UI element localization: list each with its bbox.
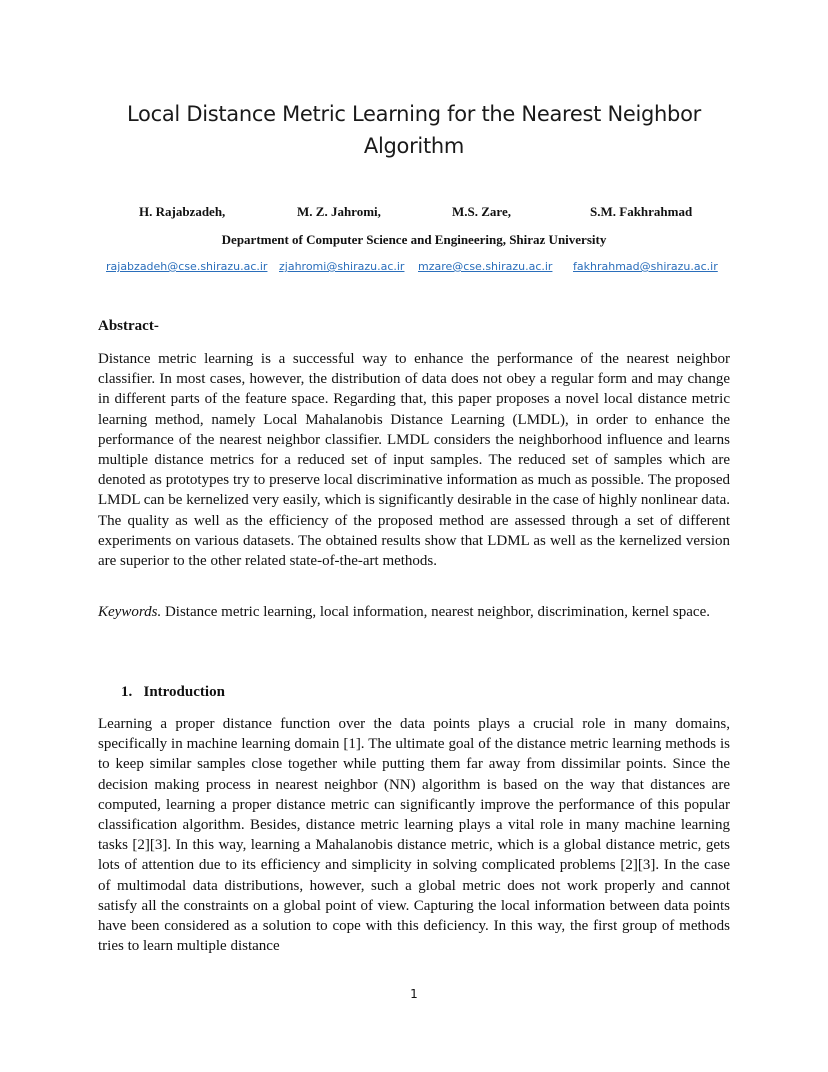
- paper-title: Local Distance Metric Learning for the Nearest Neighbor Algorithm: [127, 102, 701, 158]
- author-list: [0, 204, 828, 222]
- email-link[interactable]: rajabzadeh@cse.shirazu.ac.ir: [106, 260, 268, 273]
- email-link[interactable]: zjahromi@shirazu.ac.ir: [279, 260, 405, 273]
- email-link[interactable]: fakhrahmad@shirazu.ac.ir: [573, 260, 718, 273]
- author-name: H. Rajabzadeh,: [139, 204, 226, 219]
- keywords-label: Keywords.: [98, 604, 162, 620]
- email-link[interactable]: mzare@cse.shirazu.ac.ir: [418, 260, 553, 273]
- page-number: 1: [410, 987, 418, 1001]
- keywords-text: Distance metric learning, local information, nearest neighbor, discrimination, kernel space.: [161, 604, 710, 620]
- email-list: [0, 260, 828, 276]
- section-heading-introduction: 1. Introduction: [121, 684, 225, 700]
- author-name: M.S. Zare,: [452, 204, 511, 219]
- introduction-text: Learning a proper distance function over the data points plays a crucial role in many domains, specifically in machine learning domain [1]. The ultimate goal of the distance metric learning methods is to keep similar samples close together while putting them far away from dissimilar points. Since the decision making process in nearest neighbor (NN) algorithm is based on the way that distances are computed, learning a proper distance metric can significantly improve the performance of this popular classification algorithm. Besides, distance metric learning plays a vital role in many machine learning tasks [2][3]. In this way, learning a Mahalanobis distance metric, which is a global distance metric, gets lots of attention due to its efficiency and simplicity in solving complicated problems [2][3]. In the case of multimodal data distributions, however, such a global metric does not work properly and cannot satisfy all the constraints on a global point of view. Capturing the local information between data points have been considered as a solution to cope with this deficiency. In this way, the first group of methods tries to learn multiple distance: [98, 716, 730, 955]
- keywords-paragraph: [98, 602, 730, 622]
- author-name: M. Z. Jahromi,: [297, 204, 381, 219]
- abstract-heading: Abstract-: [98, 318, 159, 334]
- abstract-text: Distance metric learning is a successful way to enhance the performance of the nearest neighbor classifier. In most cases, however, the distribution of data does not obey a regular form and may change in different parts of the feature space. Regarding that, this paper proposes a novel local distance metric learning method, namely Local Mahalanobis Distance Learning (LMDL), in order to enhance the performance of the nearest neighbor classifier. LMDL considers the neighborhood influence and learns multiple distance metrics for a reduced set of input samples. The reduced set of samples which are denoted as prototypes try to preserve local discriminative information as much as possible. The proposed LMDL can be kernelized very easily, which is significantly desirable in the case of highly nonlinear data. The quality as well as the efficiency of the proposed method are assessed through a set of different experiments on various datasets. The obtained results show that LDML as well as the kernelized version are superior to the other related state-of-the-art methods.: [98, 351, 730, 570]
- affiliation: Department of Computer Science and Engineering, Shiraz University: [221, 232, 607, 247]
- author-name: S.M. Fakhrahmad: [590, 204, 693, 219]
